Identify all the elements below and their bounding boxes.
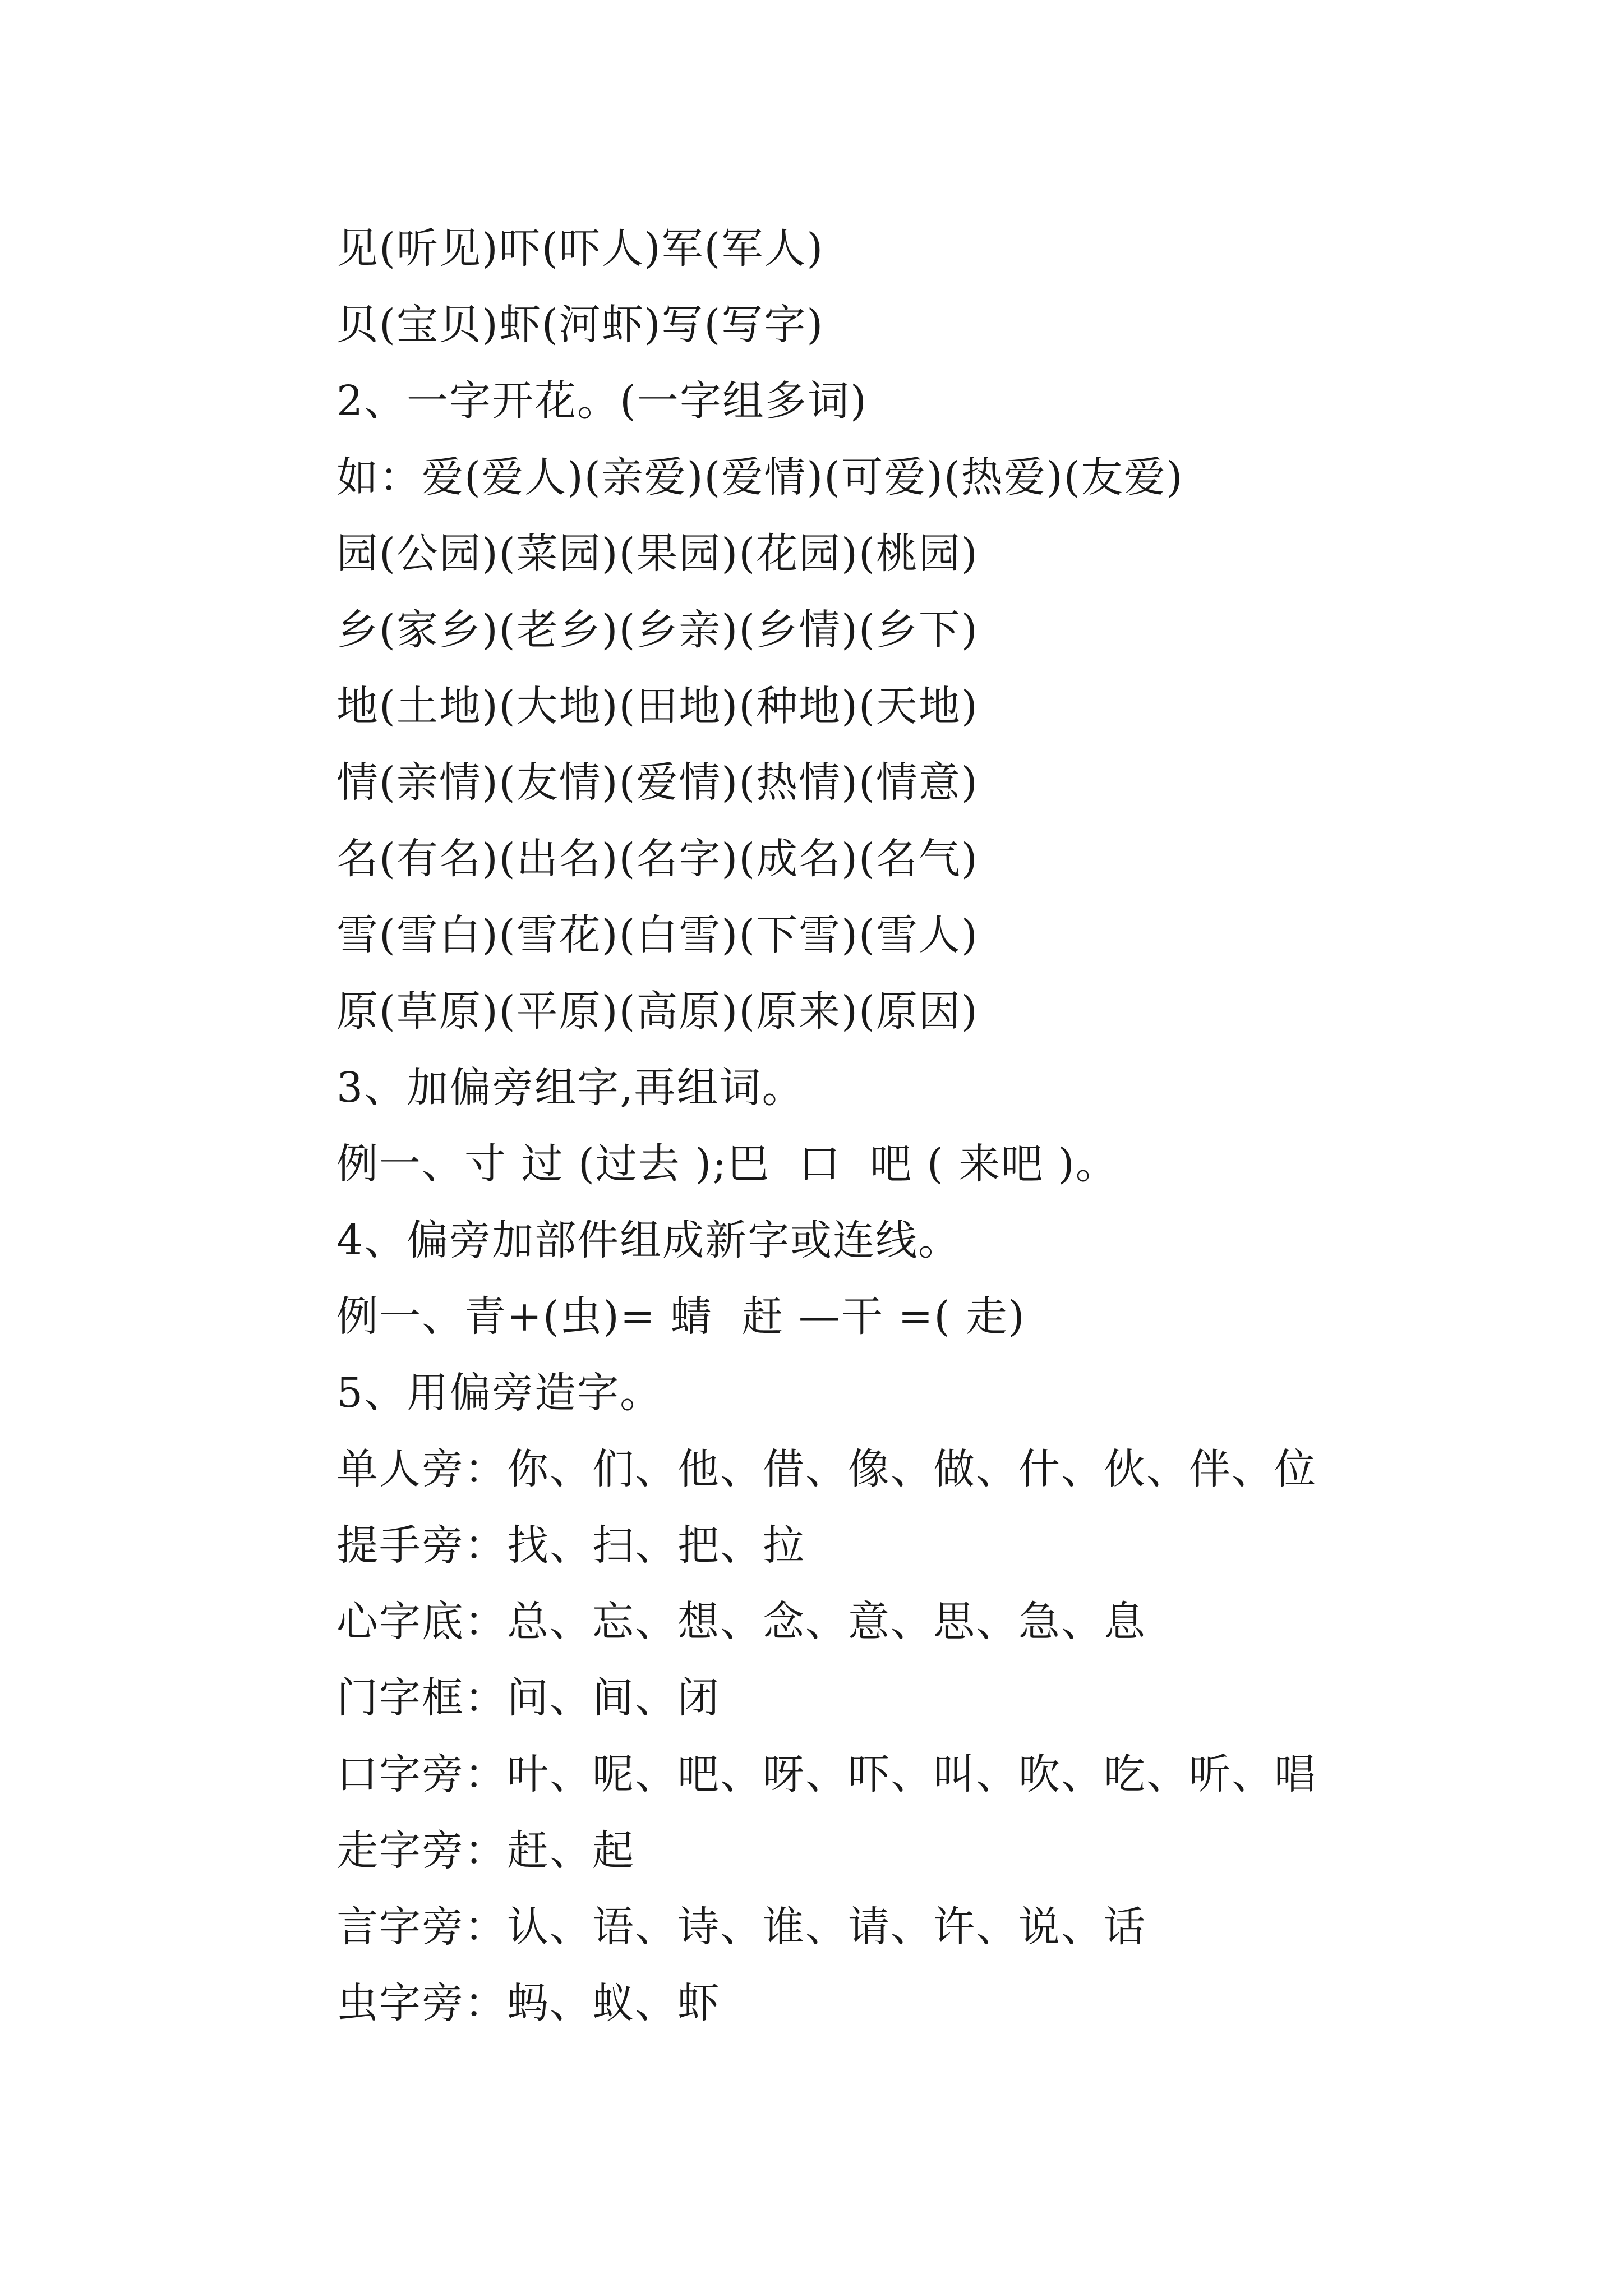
text-line: 园(公园)(菜园)(果园)(花园)(桃园) [336, 530, 979, 578]
radical-list-line: 虫字旁：蚂、蚁、虾 [336, 1979, 720, 2027]
text-line: 如：爱(爱人)(亲爱)(爱情)(可爱)(热爱)(友爱) [336, 453, 1184, 501]
text-line: 乡(家乡)(老乡)(乡亲)(乡情)(乡下) [336, 606, 979, 654]
text-line: 见(听见)吓(吓人)军(军人) [336, 224, 824, 273]
example-line: 例一、寸 过 (过去 );巴 口 吧 ( 来吧 )。 [336, 1140, 1118, 1188]
radical-list-line: 单人旁：你、们、他、借、像、做、什、伙、伴、位 [336, 1445, 1317, 1493]
radical-list-line: 心字底：总、忘、想、念、意、思、急、息 [336, 1598, 1146, 1646]
text-body [336, 210, 1514, 2041]
text-line: 地(土地)(大地)(田地)(种地)(天地) [336, 682, 979, 730]
radical-list-line: 提手旁：找、扫、把、拉 [336, 1521, 805, 1570]
section-heading: 3、加偏旁组字,再组词。 [336, 1064, 805, 1112]
radical-list-line: 言字旁：认、语、诗、谁、请、许、说、话 [336, 1903, 1146, 1951]
text-line: 原(草原)(平原)(高原)(原来)(原因) [336, 987, 979, 1036]
section-heading: 5、用偏旁造字。 [336, 1369, 663, 1417]
example-line: 例一、青+(虫)= 蜻 赶 —干 =( 走) [336, 1292, 1026, 1341]
text-line: 雪(雪白)(雪花)(白雪)(下雪)(雪人) [336, 911, 979, 959]
section-heading: 2、一字开花。(一字组多词) [336, 377, 868, 425]
text-line: 贝(宝贝)虾(河虾)写(写字) [336, 301, 824, 349]
section-heading: 4、偏旁加部件组成新字或连线。 [336, 1216, 961, 1264]
radical-list-line: 走字旁：赶、起 [336, 1826, 635, 1875]
radical-list-line: 门字框：问、间、闭 [336, 1674, 720, 1722]
text-line: 情(亲情)(友情)(爱情)(热情)(情意) [336, 758, 979, 807]
text-line: 名(有名)(出名)(名字)(成名)(名气) [336, 835, 979, 883]
radical-list-line: 口字旁：叶、呢、吧、呀、吓、叫、吹、吃、听、唱 [336, 1750, 1317, 1798]
